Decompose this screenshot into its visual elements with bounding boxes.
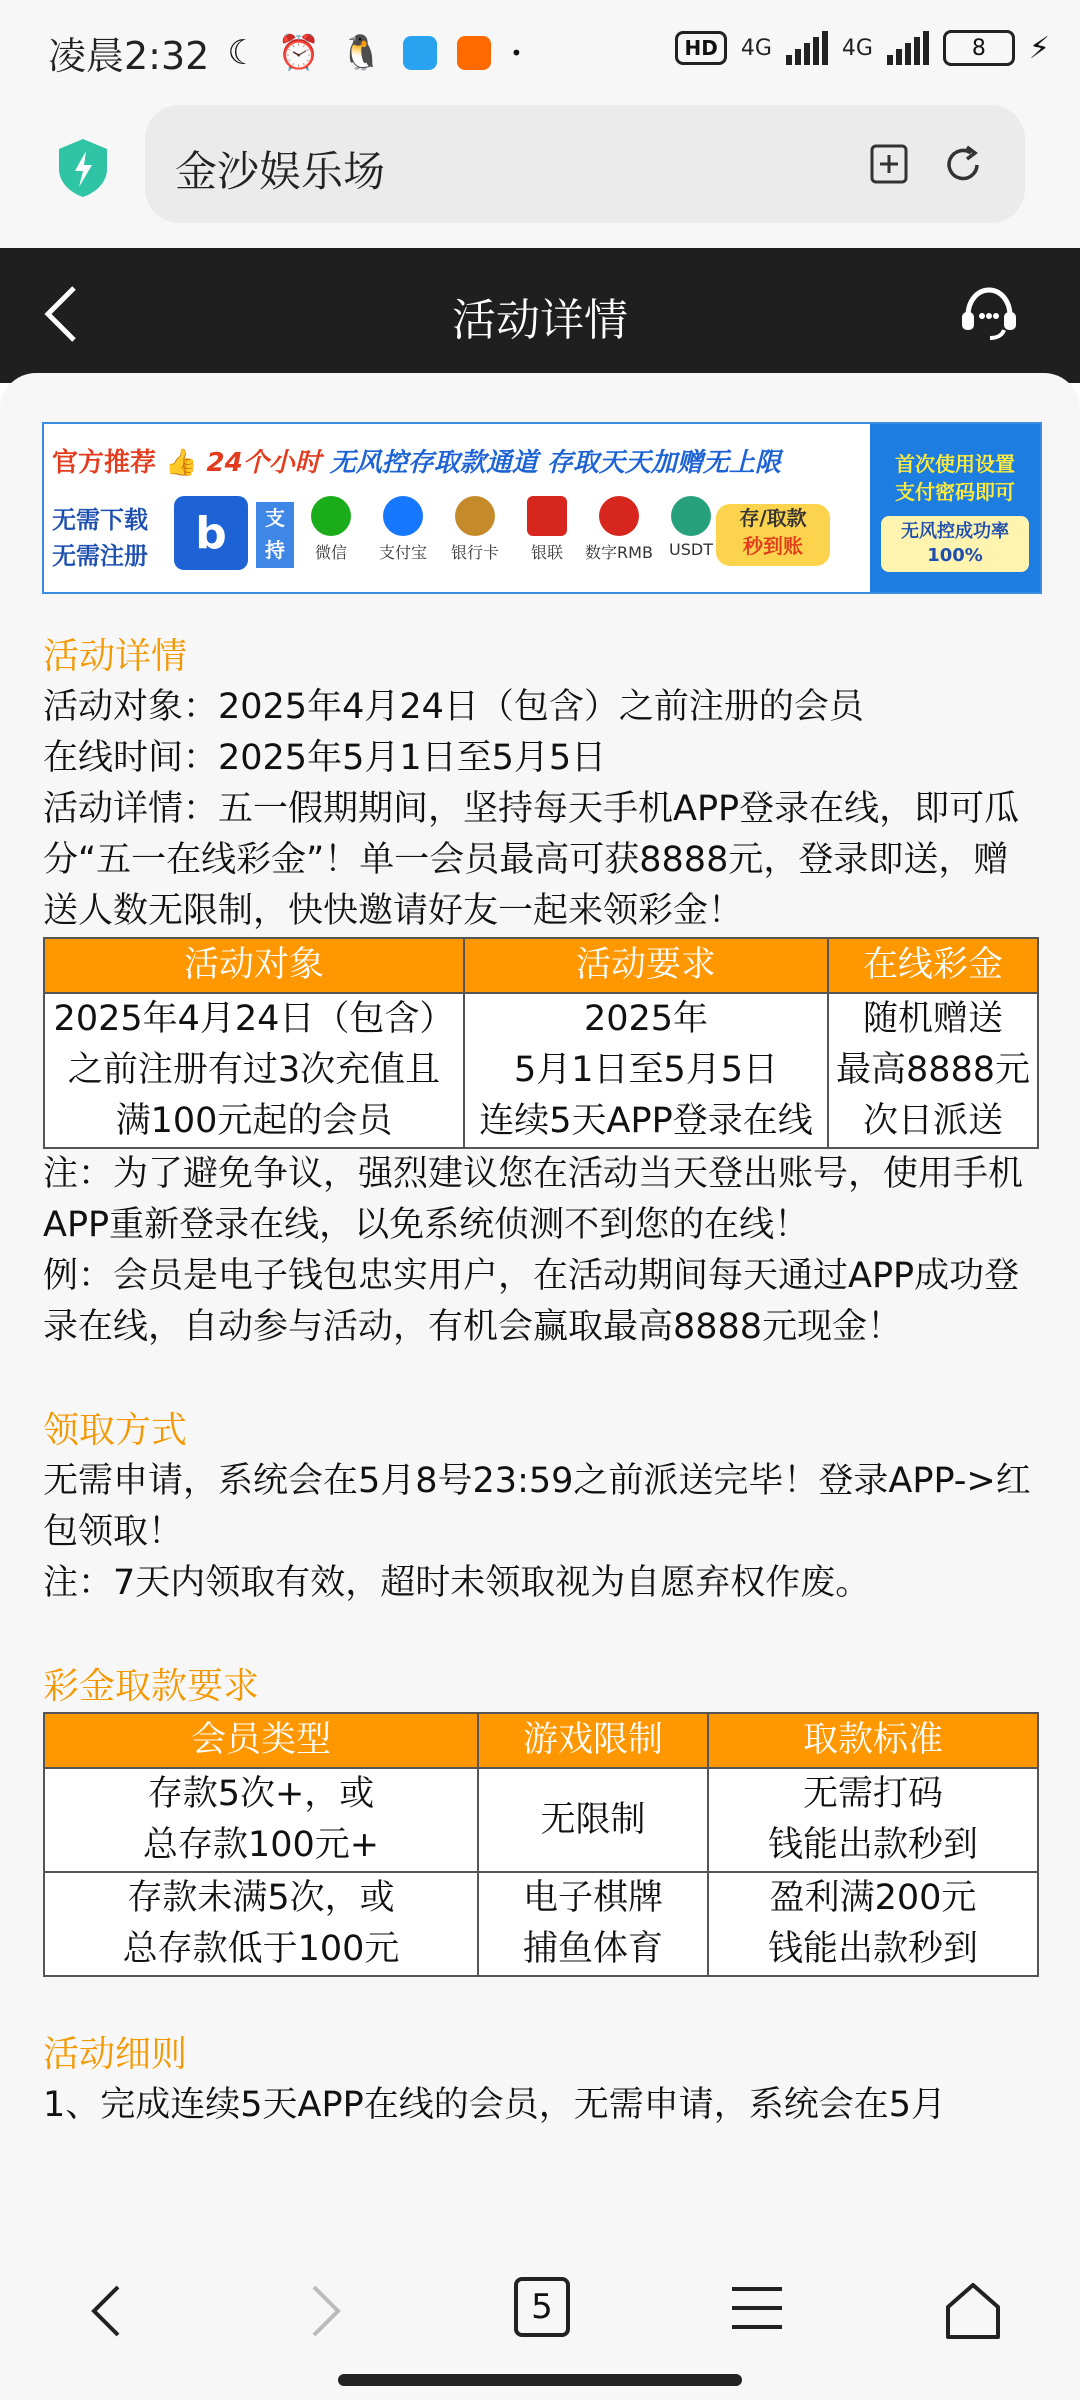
banner-channel: 无风控存取款通道 <box>329 448 538 478</box>
table-cell: 存款5次+，或 总存款100元+ <box>44 1768 478 1872</box>
tabs-count-button[interactable]: 5 <box>514 2277 570 2337</box>
table-cell: 电子棋牌 捕鱼体育 <box>478 1872 708 1976</box>
nav-forward-icon[interactable] <box>306 2281 346 2341</box>
section-title-activity: 活动详情 <box>43 636 188 677</box>
page-title: 活动详情 <box>452 295 628 346</box>
status-time: 凌晨2:32 <box>48 34 210 78</box>
banner-bonus: 存取天天加赠无上限 <box>546 448 781 478</box>
banner-support: 支持 <box>256 502 294 568</box>
browser-toolbar <box>0 105 1080 248</box>
activity-table <box>43 937 1039 1149</box>
table-header: 会员类型 <box>44 1713 478 1768</box>
security-shield-icon[interactable] <box>55 137 111 199</box>
payment-methods <box>304 496 718 563</box>
success-rate: 100% <box>927 545 983 566</box>
wechat-icon <box>311 496 351 536</box>
table-header: 取款标准 <box>708 1713 1038 1768</box>
payment-item: USDT <box>664 496 718 563</box>
note-text: 注：为了避免争议，强烈建议您在活动当天登出账号，使用手机APP重新登录在线，以免系统侦测不到您的在线！ <box>43 1154 1024 1245</box>
table-header: 在线彩金 <box>828 938 1038 993</box>
banner-no-download: 无需下载 <box>52 506 148 534</box>
table-header: 活动要求 <box>464 938 828 993</box>
example-text: 例：会员是电子钱包忠实用户，在活动期间每天通过APP成功登录在线，自动参与活动，有机会赢取最高8888元现金！ <box>43 1256 1020 1347</box>
activity-detail: 活动详情：五一假期期间，坚持每天手机APP登录在线，即可瓜分“五一在线彩金”！单一会员最高可获8888元，登录即送，赠送人数无限制，快快邀请好友一起来领彩金！ <box>43 789 1020 931</box>
activity-time: 在线时间：2025年5月1日至5月5日 <box>43 738 607 778</box>
address-text[interactable]: 金沙娱乐场 <box>175 147 386 196</box>
payment-item: 银联 <box>520 496 574 563</box>
status-bar <box>0 0 1080 105</box>
banner-no-register: 无需注册 <box>52 542 148 570</box>
content-card <box>0 373 1080 2233</box>
usdt-icon <box>671 496 711 536</box>
table-cell: 随机赠送 最高8888元 次日派送 <box>828 993 1038 1148</box>
address-bar[interactable] <box>145 105 1025 223</box>
banner-headline <box>52 442 781 479</box>
alipay-icon <box>383 496 423 536</box>
banner-instant-badge: 存/取款 秒到账 <box>716 504 830 566</box>
rules-text: 1、完成连续5天APP在线的会员，无需申请，系统会在5月 <box>43 2085 946 2125</box>
notification-icons <box>227 33 522 73</box>
banner-recommend: 官方推荐 <box>52 448 157 478</box>
banner-right-box: 首次使用设置 支付密码即可 无风控成功率 100% <box>870 424 1040 592</box>
payment-item: 数字RMB <box>592 496 646 563</box>
claim-text: 无需申请，系统会在5月8号23:59之前派送完毕！登录APP->红包领取！ <box>43 1461 1031 1552</box>
app-icon <box>403 36 437 70</box>
table-cell: 盈利满200元 钱能出款秒到 <box>708 1872 1038 1976</box>
banner-no-download-block <box>52 502 148 574</box>
qq-icon: 🐧 <box>340 32 383 73</box>
bank-card-icon <box>455 496 495 536</box>
page-header <box>0 248 1080 383</box>
table-cell: 2025年4月24日（包含） 之前注册有过3次充值且满100元起的会员 <box>44 993 464 1148</box>
promo-banner[interactable] <box>42 422 1042 594</box>
nav-back-icon[interactable] <box>86 2281 126 2341</box>
customer-service-icon[interactable] <box>958 282 1020 344</box>
activity-target: 活动对象：2025年4月24日（包含）之前注册的会员 <box>43 687 864 727</box>
reload-icon[interactable] <box>941 143 985 187</box>
add-bookmark-icon[interactable] <box>868 143 910 185</box>
charging-icon: ⚡ <box>1028 30 1050 66</box>
digital-rmb-icon <box>599 496 639 536</box>
table-cell: 无需打码 钱能出款秒到 <box>708 1768 1038 1872</box>
thumbs-up-icon: 👍 <box>165 448 198 478</box>
battery-icon: 8 <box>943 30 1015 66</box>
article-content <box>43 631 1033 2131</box>
payment-item: 银行卡 <box>448 496 502 563</box>
table-cell: 存款未满5次，或 总存款低于100元 <box>44 1872 478 1976</box>
payment-item: 支付宝 <box>376 496 430 563</box>
app-logo-icon: b <box>174 496 248 570</box>
unionpay-icon <box>527 496 567 536</box>
section-title-rules: 活动细则 <box>43 2034 188 2075</box>
alarm-icon: ⏰ <box>277 32 321 73</box>
table-header: 活动对象 <box>44 938 464 993</box>
moon-icon: ☾ <box>227 32 258 73</box>
mi-icon <box>457 36 491 70</box>
dot-icon: • <box>510 40 523 65</box>
section-title-claim: 领取方式 <box>43 1410 188 1451</box>
withdraw-table <box>43 1712 1039 1977</box>
table-cell: 无限制 <box>478 1768 708 1872</box>
home-icon[interactable] <box>944 2281 1002 2341</box>
hd-voice-icon: HD <box>675 31 726 65</box>
signal-label-1: 4G <box>740 35 772 61</box>
signal-bars-icon-2 <box>887 31 929 65</box>
signal-bars-icon <box>786 31 828 65</box>
payment-item: 微信 <box>304 496 358 563</box>
menu-icon[interactable] <box>730 2281 784 2335</box>
home-indicator[interactable] <box>338 2374 742 2386</box>
signal-label-2: 4G <box>841 35 873 61</box>
banner-hours: 24个小时 <box>206 448 321 478</box>
section-title-withdraw: 彩金取款要求 <box>43 1666 260 1707</box>
table-header: 游戏限制 <box>478 1713 708 1768</box>
claim-note: 注：7天内领取有效，超时未领取视为自愿弃权作废。 <box>43 1563 871 1603</box>
table-cell: 2025年 5月1日至5月5日 连续5天APP登录在线 <box>464 993 828 1148</box>
